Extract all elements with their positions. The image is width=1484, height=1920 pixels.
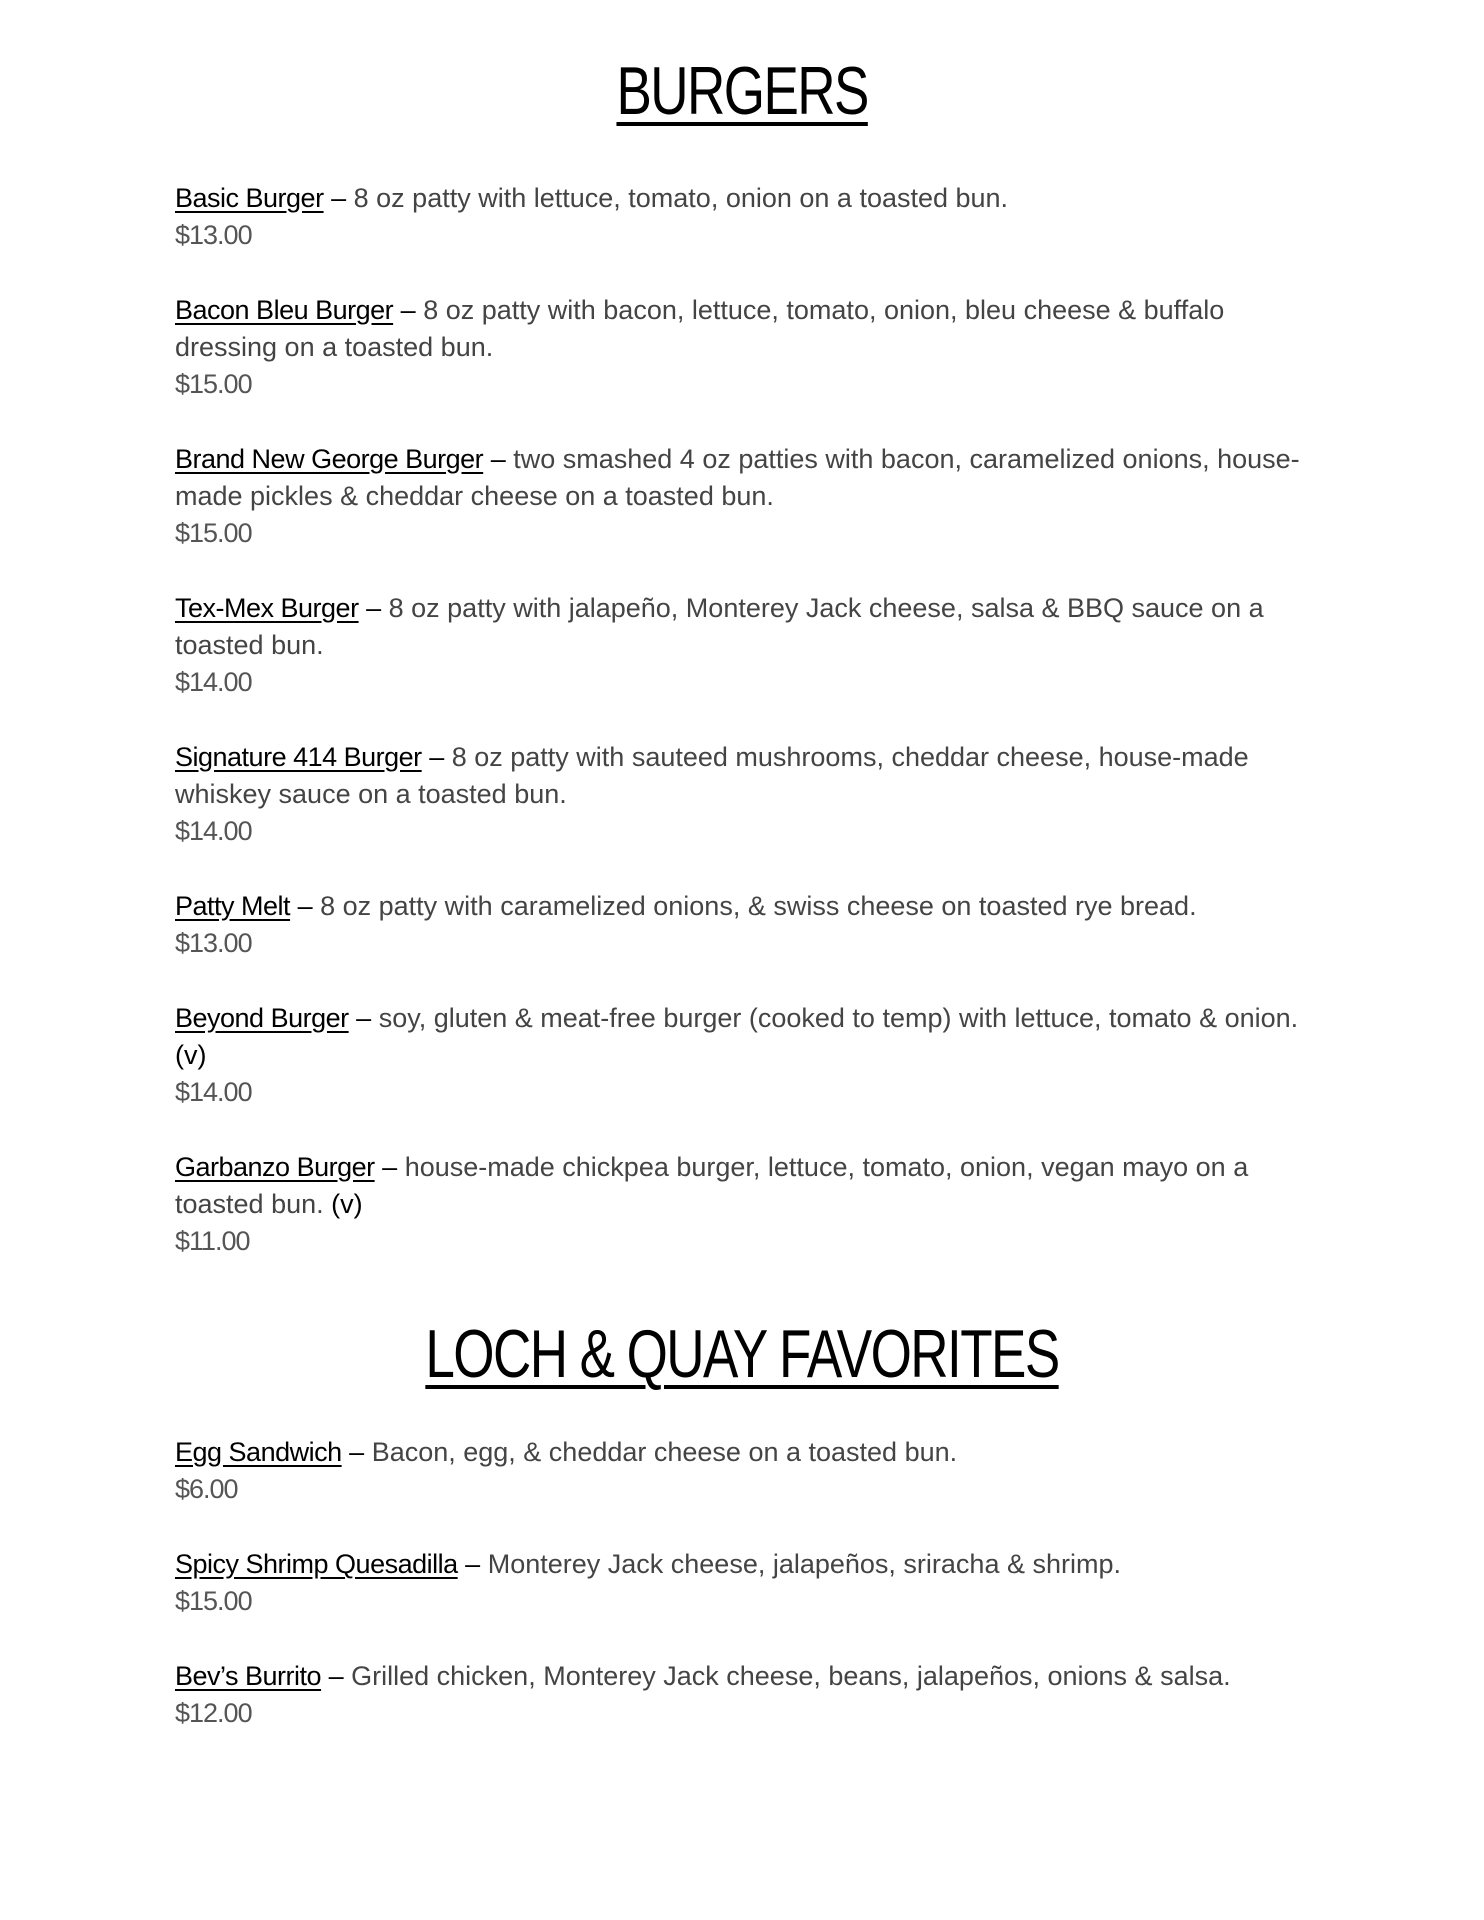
menu-item-description: 8 oz patty with bacon, lettuce, tomato, onion, bleu cheese & buffalo dressing on a toasted bun.: [175, 295, 1225, 362]
separator: –: [382, 1152, 398, 1182]
menu-item-name: Patty Melt: [175, 891, 291, 921]
separator: –: [400, 295, 416, 325]
menu-item-description: 8 oz patty with caramelized onions, & swiss cheese on toasted rye bread.: [320, 891, 1197, 921]
menu-item: [175, 739, 1325, 850]
section-title-burgers: BURGERS: [616, 53, 868, 129]
menu-item: [175, 1434, 1325, 1508]
menu-item-description: house-made chickpea burger, lettuce, tomato, onion, vegan mayo on a toasted bun.: [175, 1152, 1249, 1219]
menu-item-price: $12.00: [175, 1698, 252, 1728]
menu-item-price: $14.00: [175, 1077, 252, 1107]
section-title-favorites: LOCH & QUAY FAVORITES: [425, 1316, 1059, 1392]
menu-item: [175, 180, 1325, 254]
separator: –: [366, 593, 382, 623]
menu-item-description: 8 oz patty with sauteed mushrooms, cheddar cheese, house-made whiskey sauce on a toasted bun.: [175, 742, 1249, 809]
menu-item: [175, 1000, 1325, 1111]
menu-item: [175, 1149, 1325, 1260]
menu-item-description: soy, gluten & meat-free burger (cooked to temp) with lettuce, tomato & onion.: [378, 1003, 1299, 1033]
separator: –: [465, 1549, 481, 1579]
vegan-tag: (v): [175, 1040, 207, 1070]
menu-item: [175, 590, 1325, 701]
menu-item-description: two smashed 4 oz patties with bacon, caramelized onions, house-made pickles & cheddar cheese on a toasted bun.: [175, 444, 1300, 511]
menu-item-description: 8 oz patty with jalapeño, Monterey Jack cheese, salsa & BBQ sauce on a toasted bun.: [175, 593, 1264, 660]
menu-item-price: $15.00: [175, 1586, 252, 1616]
favorites-section: [175, 1434, 1325, 1770]
burgers-heading-wrap: [0, 52, 1484, 130]
separator: –: [490, 444, 506, 474]
menu-item-price: $13.00: [175, 220, 252, 250]
menu-item: [175, 888, 1325, 962]
vegan-tag: (v): [331, 1189, 363, 1219]
separator: –: [297, 891, 313, 921]
separator: –: [328, 1661, 344, 1691]
menu-item-name: Beyond Burger: [175, 1003, 349, 1033]
menu-item-description: 8 oz patty with lettuce, tomato, onion on a toasted bun.: [353, 183, 1009, 213]
menu-item-description: Monterey Jack cheese, jalapeños, sriracha & shrimp.: [487, 1549, 1121, 1579]
separator: –: [429, 742, 445, 772]
menu-item-price: $14.00: [175, 816, 252, 846]
menu-item-price: $13.00: [175, 928, 252, 958]
menu-item-name: Spicy Shrimp Quesadilla: [175, 1549, 458, 1579]
menu-item-price: $15.00: [175, 369, 252, 399]
burgers-section: [175, 180, 1325, 1298]
menu-item-price: $14.00: [175, 667, 252, 697]
menu-item-description: Bacon, egg, & cheddar cheese on a toasted bun.: [371, 1437, 958, 1467]
menu-item-description: Grilled chicken, Monterey Jack cheese, beans, jalapeños, onions & salsa.: [351, 1661, 1231, 1691]
menu-item: [175, 1546, 1325, 1620]
menu-item: [175, 292, 1325, 403]
menu-item-name: Brand New George Burger: [175, 444, 484, 474]
favorites-heading-wrap: [0, 1315, 1484, 1393]
menu-item-name: Tex-Mex Burger: [175, 593, 359, 623]
separator: –: [331, 183, 347, 213]
menu-item-name: Egg Sandwich: [175, 1437, 342, 1467]
menu-item-name: Signature 414 Burger: [175, 742, 422, 772]
menu-item-name: Bacon Bleu Burger: [175, 295, 394, 325]
menu-item-name: Garbanzo Burger: [175, 1152, 375, 1182]
menu-item-price: $6.00: [175, 1474, 238, 1504]
menu-item-name: Bev’s Burrito: [175, 1661, 322, 1691]
menu-item: [175, 441, 1325, 552]
menu-item-name: Basic Burger: [175, 183, 324, 213]
menu-item-price: $11.00: [175, 1226, 250, 1256]
separator: –: [356, 1003, 372, 1033]
separator: –: [349, 1437, 365, 1467]
menu-item: [175, 1658, 1325, 1732]
menu-item-price: $15.00: [175, 518, 252, 548]
